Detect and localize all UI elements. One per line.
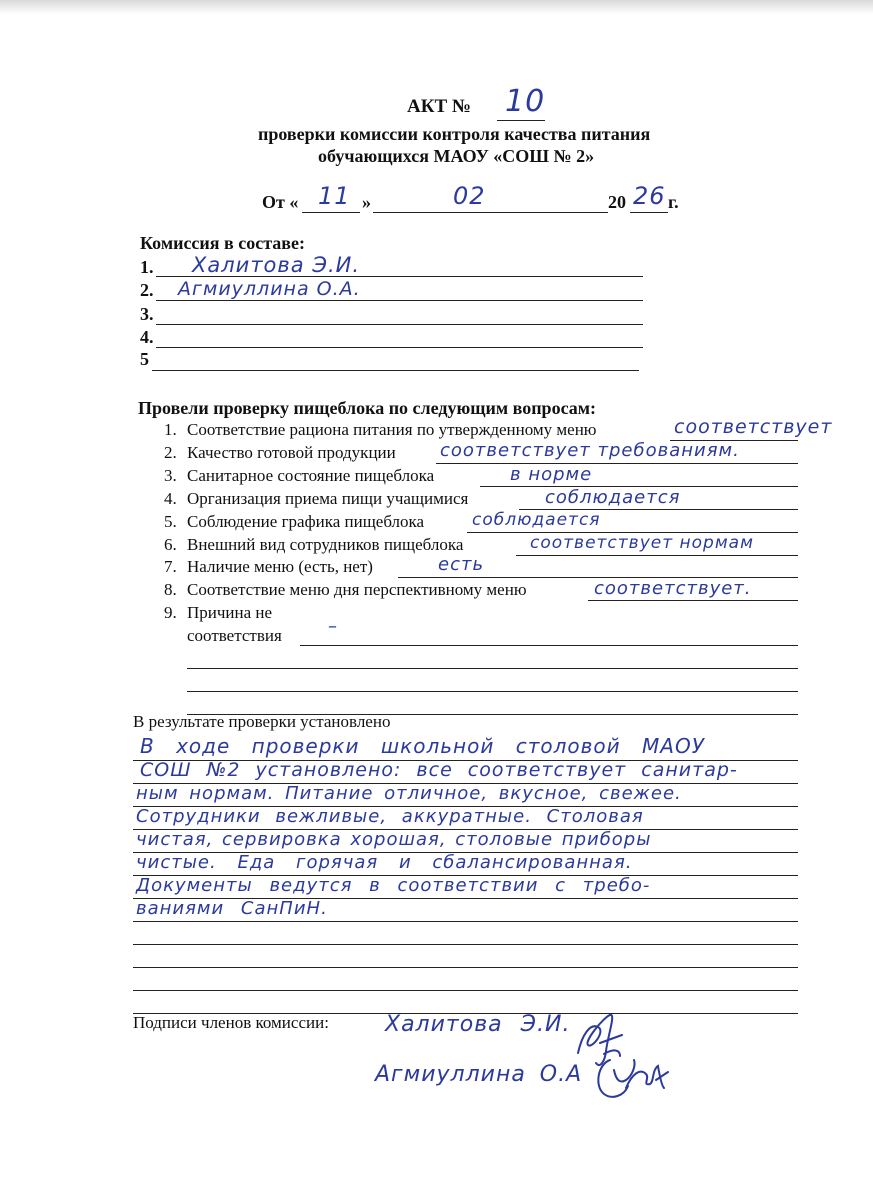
question-number: 4.: [164, 489, 177, 508]
date-year-prefix: 20: [608, 192, 626, 212]
result-text-line: Документы ведутся в соответствии с требо-: [136, 875, 651, 896]
question-text: соответствия: [187, 626, 282, 645]
result-heading: В результате проверки установлено: [133, 712, 391, 731]
result-line: [133, 921, 798, 922]
question-text: Качество готовой продукции: [187, 443, 396, 462]
member-number: 1.: [140, 257, 154, 277]
question-text: Соблюдение графика пищеблока: [187, 512, 425, 531]
question-text: Наличие меню (есть, нет): [187, 557, 373, 576]
commission-heading: Комиссия в составе:: [140, 233, 305, 253]
question-answer: соблюдается: [545, 487, 681, 508]
question-text: Внешний вид сотрудников пищеблока: [187, 535, 464, 554]
question-answer: есть: [438, 554, 485, 575]
result-line: [133, 967, 798, 968]
question-number: 8.: [164, 580, 177, 599]
question-text: Соответствие меню дня перспективному меню: [187, 580, 527, 599]
question-text: Санитарное состояние пищеблока: [187, 466, 435, 485]
signature-name: Халитова Э.И.: [385, 1012, 571, 1037]
question-number: 6.: [164, 535, 177, 554]
answer-line: [187, 668, 798, 669]
question-answer: соблюдается: [472, 510, 601, 530]
question-number: 5.: [164, 512, 177, 531]
subtitle-line-2: обучающихся МАОУ «СОШ № 2»: [318, 146, 595, 166]
question-text: Причина не: [187, 603, 273, 622]
member-line: [156, 324, 643, 325]
question-answer: соответствует требованиям.: [440, 440, 740, 461]
act-label: АКТ №: [407, 96, 472, 117]
member-name: Агмиуллина О.А.: [178, 278, 361, 300]
answer-line: [300, 645, 798, 646]
result-text-line: чистая, сервировка хорошая, столовые приборы: [136, 829, 652, 850]
result-text-line: ным нормам. Питание отличное, вкусное, свежее.: [136, 783, 682, 804]
member-line: [156, 347, 643, 348]
question-answer: соответствует.: [594, 578, 752, 599]
question-answer: –: [328, 616, 338, 637]
question-text: Организация приема пищи учащимися: [187, 489, 469, 508]
signature-name: Агмиуллина О.А: [375, 1062, 583, 1087]
date-day: 11: [318, 182, 351, 210]
answer-line: [436, 463, 798, 464]
member-line: [152, 370, 639, 371]
subtitle-line-1: проверки комиссии контроля качества питания: [258, 124, 651, 144]
member-line: [156, 300, 643, 301]
signatures-heading: Подписи членов комиссии:: [133, 1013, 329, 1032]
result-text-line: чистые. Еда горячая и сбалансированная.: [136, 852, 633, 873]
inspection-heading: Провели проверку пищеблока по следующим вопросам:: [138, 398, 597, 418]
question-number: 1.: [164, 420, 177, 439]
result-text-line: СОШ №2 установлено: все соответствует санитар-: [140, 759, 738, 781]
date-year-underline: [630, 212, 668, 213]
answer-line: [187, 691, 798, 692]
act-number-underline: [497, 120, 545, 121]
result-line: [133, 990, 798, 991]
answer-line: [516, 555, 798, 556]
answer-line: [588, 600, 798, 601]
member-number: 4.: [140, 327, 154, 347]
question-number: 2.: [164, 443, 177, 462]
signature-scribble: [590, 1040, 675, 1110]
question-answer: соответствует нормам: [530, 533, 754, 553]
scan-edge-shadow: [0, 0, 873, 14]
date-year-suffix: 26: [633, 182, 666, 210]
question-answer: соответствует: [674, 416, 833, 438]
act-number: 10: [505, 84, 546, 119]
question-text: Соответствие рациона питания по утвержденному меню: [187, 420, 597, 439]
date-suffix: г.: [668, 192, 679, 212]
question-number: 3.: [164, 466, 177, 485]
date-month-underline: [373, 212, 608, 213]
member-number: 2.: [140, 280, 154, 300]
date-day-underline: [302, 212, 360, 213]
question-answer: в норме: [510, 464, 593, 485]
result-text-line: ваниями СанПиН.: [136, 898, 328, 919]
member-number: 3.: [140, 304, 154, 324]
member-name: Халитова Э.И.: [192, 253, 361, 277]
date-mid: »: [362, 192, 371, 212]
result-text-line: В ходе проверки школьной столовой МАОУ: [140, 734, 705, 758]
member-number: 5: [140, 349, 149, 369]
result-text-line: Сотрудники вежливые, аккуратные. Столовая: [136, 806, 644, 827]
date-prefix: От «: [262, 192, 299, 212]
result-line: [133, 944, 798, 945]
question-number: 7.: [164, 557, 177, 576]
question-number: 9.: [164, 603, 177, 622]
date-month: 02: [453, 182, 486, 210]
